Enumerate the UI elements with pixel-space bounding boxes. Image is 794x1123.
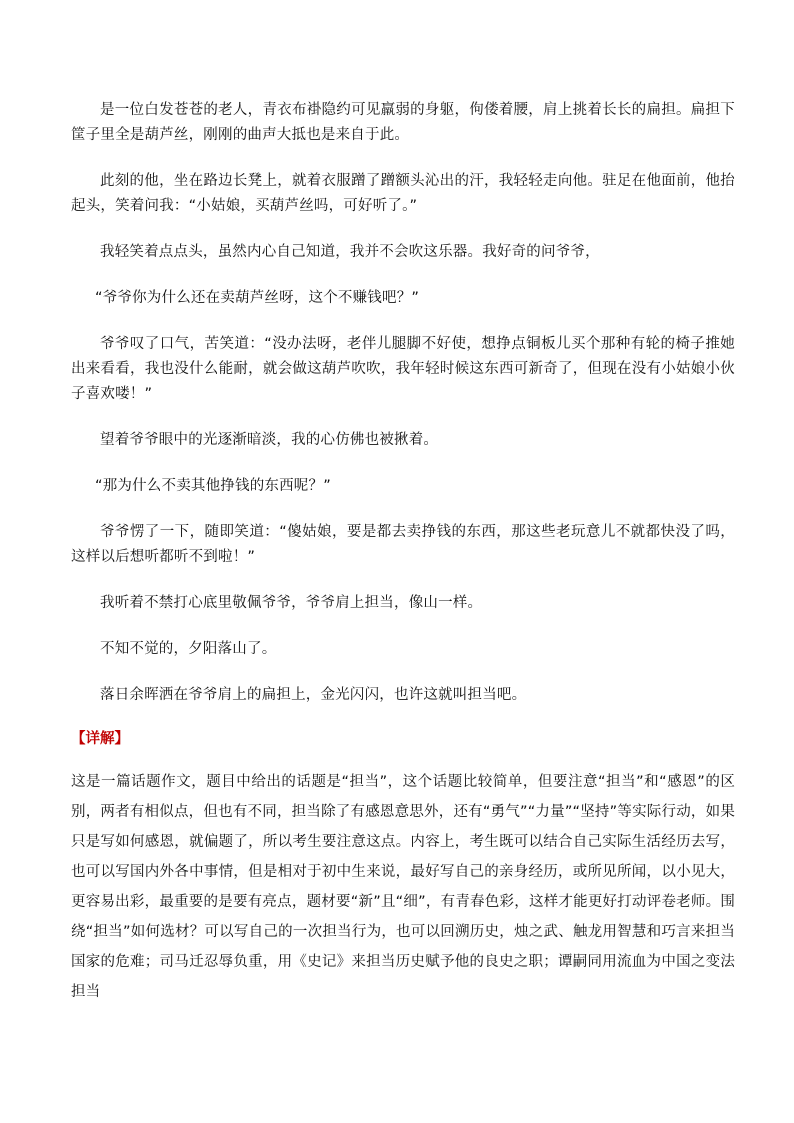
story-paragraph-3: 我轻笑着点点头，虽然内心自己知道，我并不会吹这乐器。我好奇的问爷爷，: [100, 244, 600, 260]
story-paragraph-5: 爷爷叹了口气，苦笑道：“没办法呀，老伴儿腿脚不好使，想挣点铜板儿买个那种有轮的椅子推她出来看看，我也没什么能耐，就会做这葫芦吹吹，我年轻时候这东西可新奇了，但现在没有小姑娘小伙子喜欢喽！”: [71, 336, 735, 402]
story-paragraph-1: 是一位白发苍苍的老人，青衣布褂隐约可见羸弱的身躯，佝偻着腰，肩上挑着长长的扁担。扁担下筐子里全是葫芦丝，刚刚的曲声大抵也是来自于此。: [71, 102, 735, 143]
story-paragraph-9: 我听着不禁打心底里敬佩爷爷，爷爷肩上担当，像山一样。: [100, 595, 483, 611]
document-content: [71, 98, 735, 1007]
analysis-label: 【详解】: [71, 731, 129, 747]
story-paragraph-2: 此刻的他，坐在路边长凳上，就着衣服蹭了蹭额头沁出的汗，我轻轻走向他。驻足在他面前，他抬起头，笑着问我：“小姑娘，买葫芦丝吗，可好听了。”: [71, 173, 735, 214]
analysis-paragraph: 这是一篇话题作文，题目中给出的话题是“担当”，这个话题比较简单，但要注意“担当”和“感恩”的区别，两者有相似点，但也有不同，担当除了有感恩意思外，还有“勇气”“力量”“坚持”等实际行动，如果只是写如何感恩，就偏题了，所以考生要注意这点。内容上，考生既可以结合自己实际生活经历去写，也可以写国内外各中事情，但是相对于初中生来说，最好写自己的亲身经历，或所见所闻，以小见大，更容易出彩，最重要的是要有亮点，题材要“新”且“细”，有青春色彩，这样才能更好打动评卷老师。围绕“担当”如何选材？可以写自己的一次担当行为，也可以回溯历史，烛之武、触龙用智慧和巧言来担当国家的危难；司马迁忍辱负重，用《史记》来担当历史赋予他的良史之职；谭嗣同用流血为中国之变法担当: [71, 774, 735, 1000]
story-paragraph-10: 不知不觉的，夕阳落山了。: [100, 641, 277, 657]
story-paragraph-8: 爷爷愣了一下，随即笑道：“傻姑娘，要是都去卖挣钱的东西，那这些老玩意儿不就都快没了吗，这样以后想听都听不到啦！”: [71, 524, 735, 565]
story-paragraph-11: 落日余晖洒在爷爷肩上的扁担上，金光闪闪，也许这就叫担当吧。: [100, 687, 527, 703]
story-paragraph-6: 望着爷爷眼中的光逐渐暗淡，我的心仿佛也被揪着。: [100, 432, 439, 448]
story-paragraph-4: “爷爷你为什么还在卖葫芦丝呀，这个不赚钱吧？”: [95, 290, 420, 306]
story-paragraph-7: “那为什么不卖其他挣钱的东西呢？”: [95, 478, 331, 494]
